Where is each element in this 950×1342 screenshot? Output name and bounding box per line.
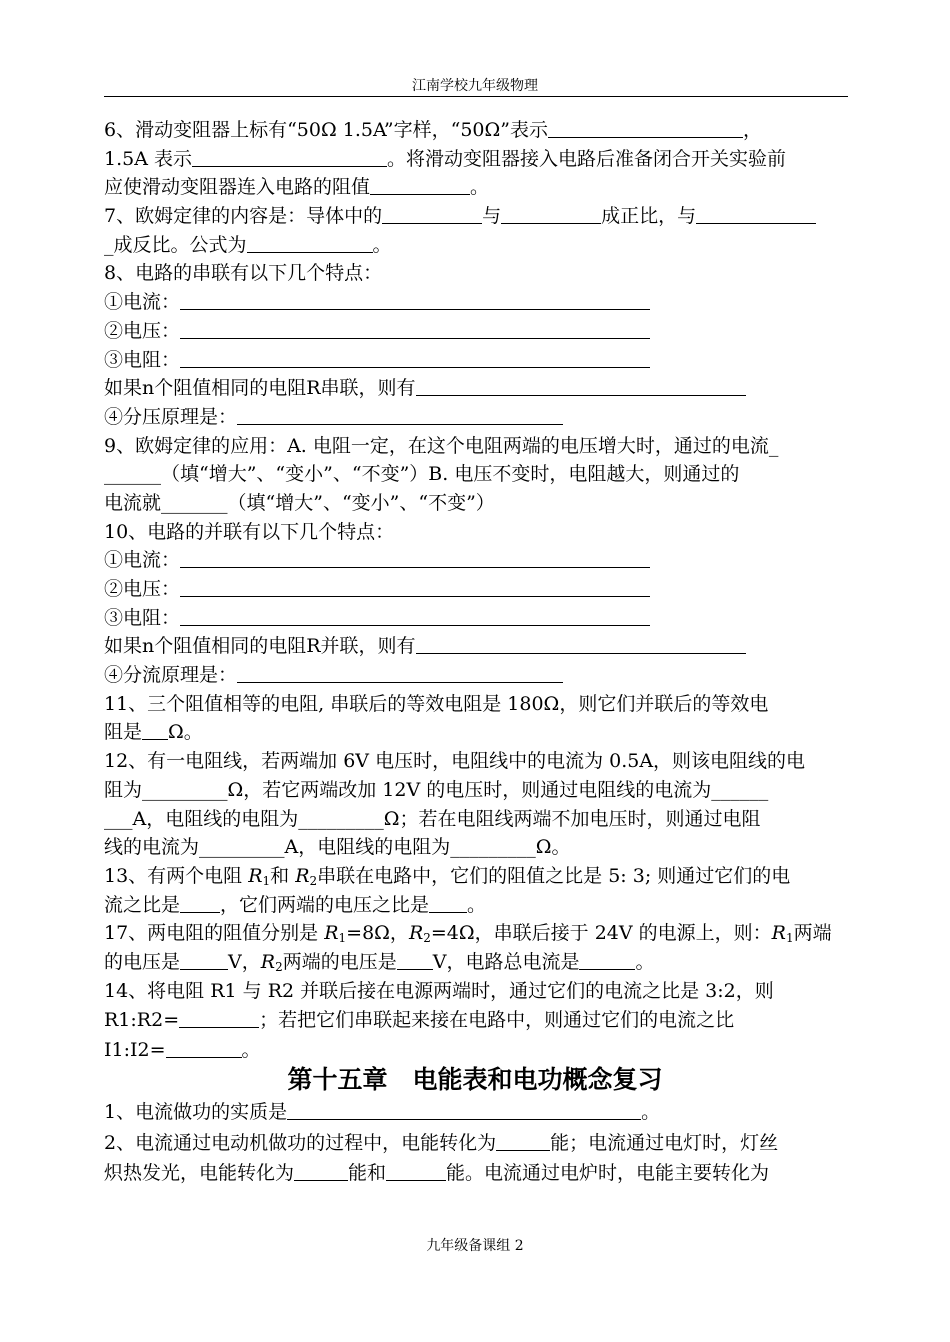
q17-line-1 — [104, 919, 848, 948]
r1-subscript: 1 — [338, 931, 347, 946]
q13-line-1 — [104, 862, 848, 891]
q6-text: ， — [743, 119, 763, 141]
q14-text: ；若把它们串联起来接在电路中，则通过它们的电流之比 — [259, 1009, 735, 1032]
q12-text: Ω；若在电阻线两端不加电压时，则通过电阻 — [383, 807, 761, 830]
q12-blank-2: ______ — [711, 778, 769, 801]
r1-subscript: 1 — [785, 931, 794, 946]
q8-n-blank — [416, 377, 746, 396]
q10-label: 如果n个阻值相同的电阻R并联，则有 — [104, 635, 416, 658]
q13-text: 串联在电路中，它们的阻值之比是 5: 3; 则通过它们的电 — [317, 864, 791, 887]
q6-text: 。将滑动变阻器接入电路后准备闭合开关实验前 — [386, 147, 786, 170]
q7-text: 。 — [372, 233, 392, 256]
q12-line-4 — [104, 833, 848, 862]
q11-line-2 — [104, 718, 848, 747]
r2-symbol: R — [260, 950, 276, 973]
q7-line-1 — [104, 202, 848, 231]
q12-blank-2b: ___ — [104, 807, 133, 830]
q8-current — [104, 288, 848, 317]
c2-blank-3 — [386, 1162, 446, 1181]
q17-blank-2 — [397, 951, 433, 970]
q14-text: R1:R2= — [104, 1009, 180, 1032]
q12-line-3 — [104, 805, 848, 834]
q9-line-1: 9、欧姆定律的应用：A. 电阻一定，在这个电阻两端的电压增大时，通过的电流_ — [104, 434, 779, 457]
q14-blank-1 — [179, 1009, 259, 1028]
q6-line-3 — [104, 173, 848, 202]
q8-title: 8、电路的串联有以下几个特点： — [104, 262, 383, 285]
q6-text: 。 — [470, 176, 490, 199]
q17-text: =8Ω， — [346, 922, 409, 945]
q14-text: 。 — [241, 1038, 261, 1061]
q14-line-1: 14、将电阻 R1 与 R2 并联后接在电源两端时，通过它们的电流之比是 3:2，则 — [104, 979, 774, 1002]
q6-blank-3 — [370, 176, 470, 195]
c2-blank-2 — [294, 1162, 348, 1181]
c2-text: 能。电流通过电炉时，电能主要转化为 — [446, 1162, 770, 1184]
q17-line-2 — [104, 948, 848, 977]
chapter-title: 第十五章 电能表和电功概念复习 — [287, 1065, 663, 1094]
c2-line-2 — [104, 1158, 848, 1189]
q6-line-2 — [104, 145, 848, 174]
q17-text: 两端 — [793, 922, 832, 945]
q8-voltage — [104, 317, 848, 346]
q8-divider — [104, 403, 848, 432]
r2-subscript: 2 — [423, 931, 431, 946]
q9-blank-1: ______ — [104, 463, 161, 486]
q12-line-2 — [104, 776, 848, 805]
q17-blank-3 — [579, 951, 635, 970]
c2-line-1 — [104, 1128, 848, 1159]
q13-text: 和 — [270, 864, 296, 887]
q10-n-blank — [416, 635, 746, 654]
r2-symbol: R — [408, 922, 424, 945]
q7-line-2 — [104, 231, 848, 260]
q7-blank-2 — [501, 205, 601, 224]
c2-text: 能；电流通过电灯时，灯丝 — [550, 1131, 779, 1154]
c1-line — [104, 1097, 848, 1128]
q17-text: =4Ω，串联后接于 24V 的电源上，则： — [430, 922, 772, 945]
q6-line-1 — [104, 116, 848, 145]
q11-line-1: 11、三个阻值相等的电阻, 串联后的等效电阻是 180Ω，则它们并联后的等效电 — [104, 692, 769, 715]
q9-line-2 — [104, 460, 848, 489]
q7-blank-4 — [247, 234, 373, 253]
q10-resistance — [104, 604, 848, 633]
r2-symbol: R — [295, 864, 310, 887]
q8-resistance — [104, 346, 848, 375]
q11-text: 阻是 — [104, 721, 143, 744]
q8-label: 如果n个阻值相同的电阻R串联，则有 — [104, 377, 416, 400]
q9-text: （填“增大”、“变小”、“不变”） — [227, 491, 495, 514]
questions-section — [104, 116, 848, 1065]
r1-symbol: R — [248, 864, 263, 887]
c1-blank — [287, 1101, 641, 1120]
q6-blank-1 — [548, 119, 743, 138]
q10-label: ②电压： — [104, 578, 181, 600]
q14-blank-2 — [166, 1039, 242, 1058]
q7-text: 成正比，与 — [601, 205, 697, 228]
q9-text: （填“增大”、“变小”、“不变”）B. 电压不变时，电阻越大，则通过的 — [161, 463, 740, 486]
q8-divider-blank — [237, 406, 563, 425]
q8-n-resistors — [104, 374, 848, 403]
q13-text: 。 — [467, 893, 487, 916]
q17-text: V，电路总电流是 — [432, 950, 580, 973]
chapter-15-section — [104, 1097, 848, 1189]
q13-text: 13、有两个电阻 — [104, 864, 249, 887]
q10-voltage-blank — [180, 578, 650, 597]
q10-label: ③电阻： — [104, 606, 181, 629]
q9-text: 电流就 — [104, 491, 162, 514]
q6-text: 6、滑动变阻器上标有“50Ω 1.5A”字样，“50Ω”表示 — [104, 119, 548, 141]
q17-text: 。 — [635, 950, 655, 973]
q10-n-resistors — [104, 632, 848, 661]
q13-line-2 — [104, 891, 848, 920]
r1-symbol: R — [324, 922, 339, 945]
q12-blank-1: _________ — [142, 778, 228, 801]
q13-text: ，它们两端的电压之比是 — [220, 893, 430, 916]
q10-resistance-blank — [180, 607, 650, 626]
c2-text: 2、电流通过电动机做功的过程中，电能转化为 — [104, 1131, 497, 1154]
q8-label: ②电压： — [104, 319, 181, 342]
q6-text: 应使滑动变阻器连入电路的阻值 — [104, 176, 371, 199]
q10-current-blank — [180, 549, 650, 568]
q8-label: ③电阻： — [104, 348, 181, 371]
q13-blank-1 — [180, 894, 220, 913]
r2-subscript: 2 — [275, 959, 283, 974]
q10-current — [104, 546, 848, 575]
r1-symbol: R — [771, 922, 786, 945]
q17-text: 两端的电压是 — [282, 950, 397, 973]
q12-blank-5: _________ — [450, 836, 536, 859]
q17-text: V， — [228, 950, 261, 973]
c2-text: 炽热发光，电能转化为 — [104, 1162, 295, 1184]
q7-text: 与 — [482, 205, 502, 228]
q12-text: A，电阻线的电阻为 — [132, 807, 299, 830]
q11-blank — [142, 721, 168, 740]
q8-voltage-blank — [180, 320, 650, 339]
q8-current-blank — [180, 291, 650, 310]
q8-label: ④分压原理是： — [104, 405, 238, 428]
header-rule — [104, 96, 848, 97]
c2-blank-1 — [496, 1132, 550, 1151]
q17-text: 17、两电阻的阻值分别是 — [104, 922, 325, 945]
q12-text: 阻为 — [104, 778, 143, 801]
q8-resistance-blank — [180, 349, 650, 368]
q9-line-3 — [104, 489, 848, 518]
q7-text: 7、欧姆定律的内容是：导体中的 — [104, 205, 383, 228]
q10-voltage — [104, 575, 848, 604]
q6-text: 1.5A 表示 — [104, 147, 192, 170]
q10-label: ④分流原理是： — [104, 664, 238, 687]
q10-divider-blank — [237, 664, 563, 683]
q9-blank-2: _______ — [161, 491, 228, 514]
q12-line-1: 12、有一电阻线，若两端加 6V 电压时，电阻线中的电流为 0.5A，则该电阻线的电 — [104, 750, 806, 773]
q17-text: 的电压是 — [104, 950, 181, 973]
q6-blank-2 — [192, 148, 387, 167]
q12-blank-3: _________ — [298, 807, 384, 830]
r1-subscript: 1 — [262, 873, 271, 888]
q12-text: Ω，若它两端改加 12V 的电压时，则通过电阻线的电流为 — [227, 778, 712, 801]
q10-title: 10、电路的并联有以下几个特点： — [104, 520, 395, 543]
page-footer: 九年级备课组 2 — [426, 1238, 524, 1254]
q12-text: Ω。 — [535, 836, 571, 859]
q12-text: A，电阻线的电阻为 — [284, 836, 451, 859]
q14-text: I1:I2= — [104, 1038, 166, 1061]
q17-blank-1 — [180, 951, 228, 970]
q12-blank-4: _________ — [199, 836, 285, 859]
c2-text: 能和 — [348, 1162, 387, 1184]
c1-text: 。 — [641, 1101, 661, 1123]
q10-divider — [104, 661, 848, 690]
q7-blank-3 — [696, 205, 816, 224]
q14-line-3 — [104, 1036, 848, 1066]
q7-text: _成反比。公式为 — [104, 233, 247, 256]
q7-blank-1 — [382, 205, 482, 224]
r2-subscript: 2 — [309, 873, 318, 888]
q8-label: ①电流： — [104, 291, 181, 314]
q14-line-2 — [104, 1006, 848, 1036]
page-header: 江南学校九年级物理 — [412, 78, 538, 94]
c1-text: 1、电流做功的实质是 — [104, 1101, 288, 1123]
q10-label: ①电流： — [104, 549, 181, 572]
q13-text: 流之比是 — [104, 893, 181, 916]
q11-text: Ω。 — [168, 721, 203, 744]
q13-blank-2 — [429, 894, 467, 913]
q12-text: 线的电流为 — [104, 836, 200, 859]
